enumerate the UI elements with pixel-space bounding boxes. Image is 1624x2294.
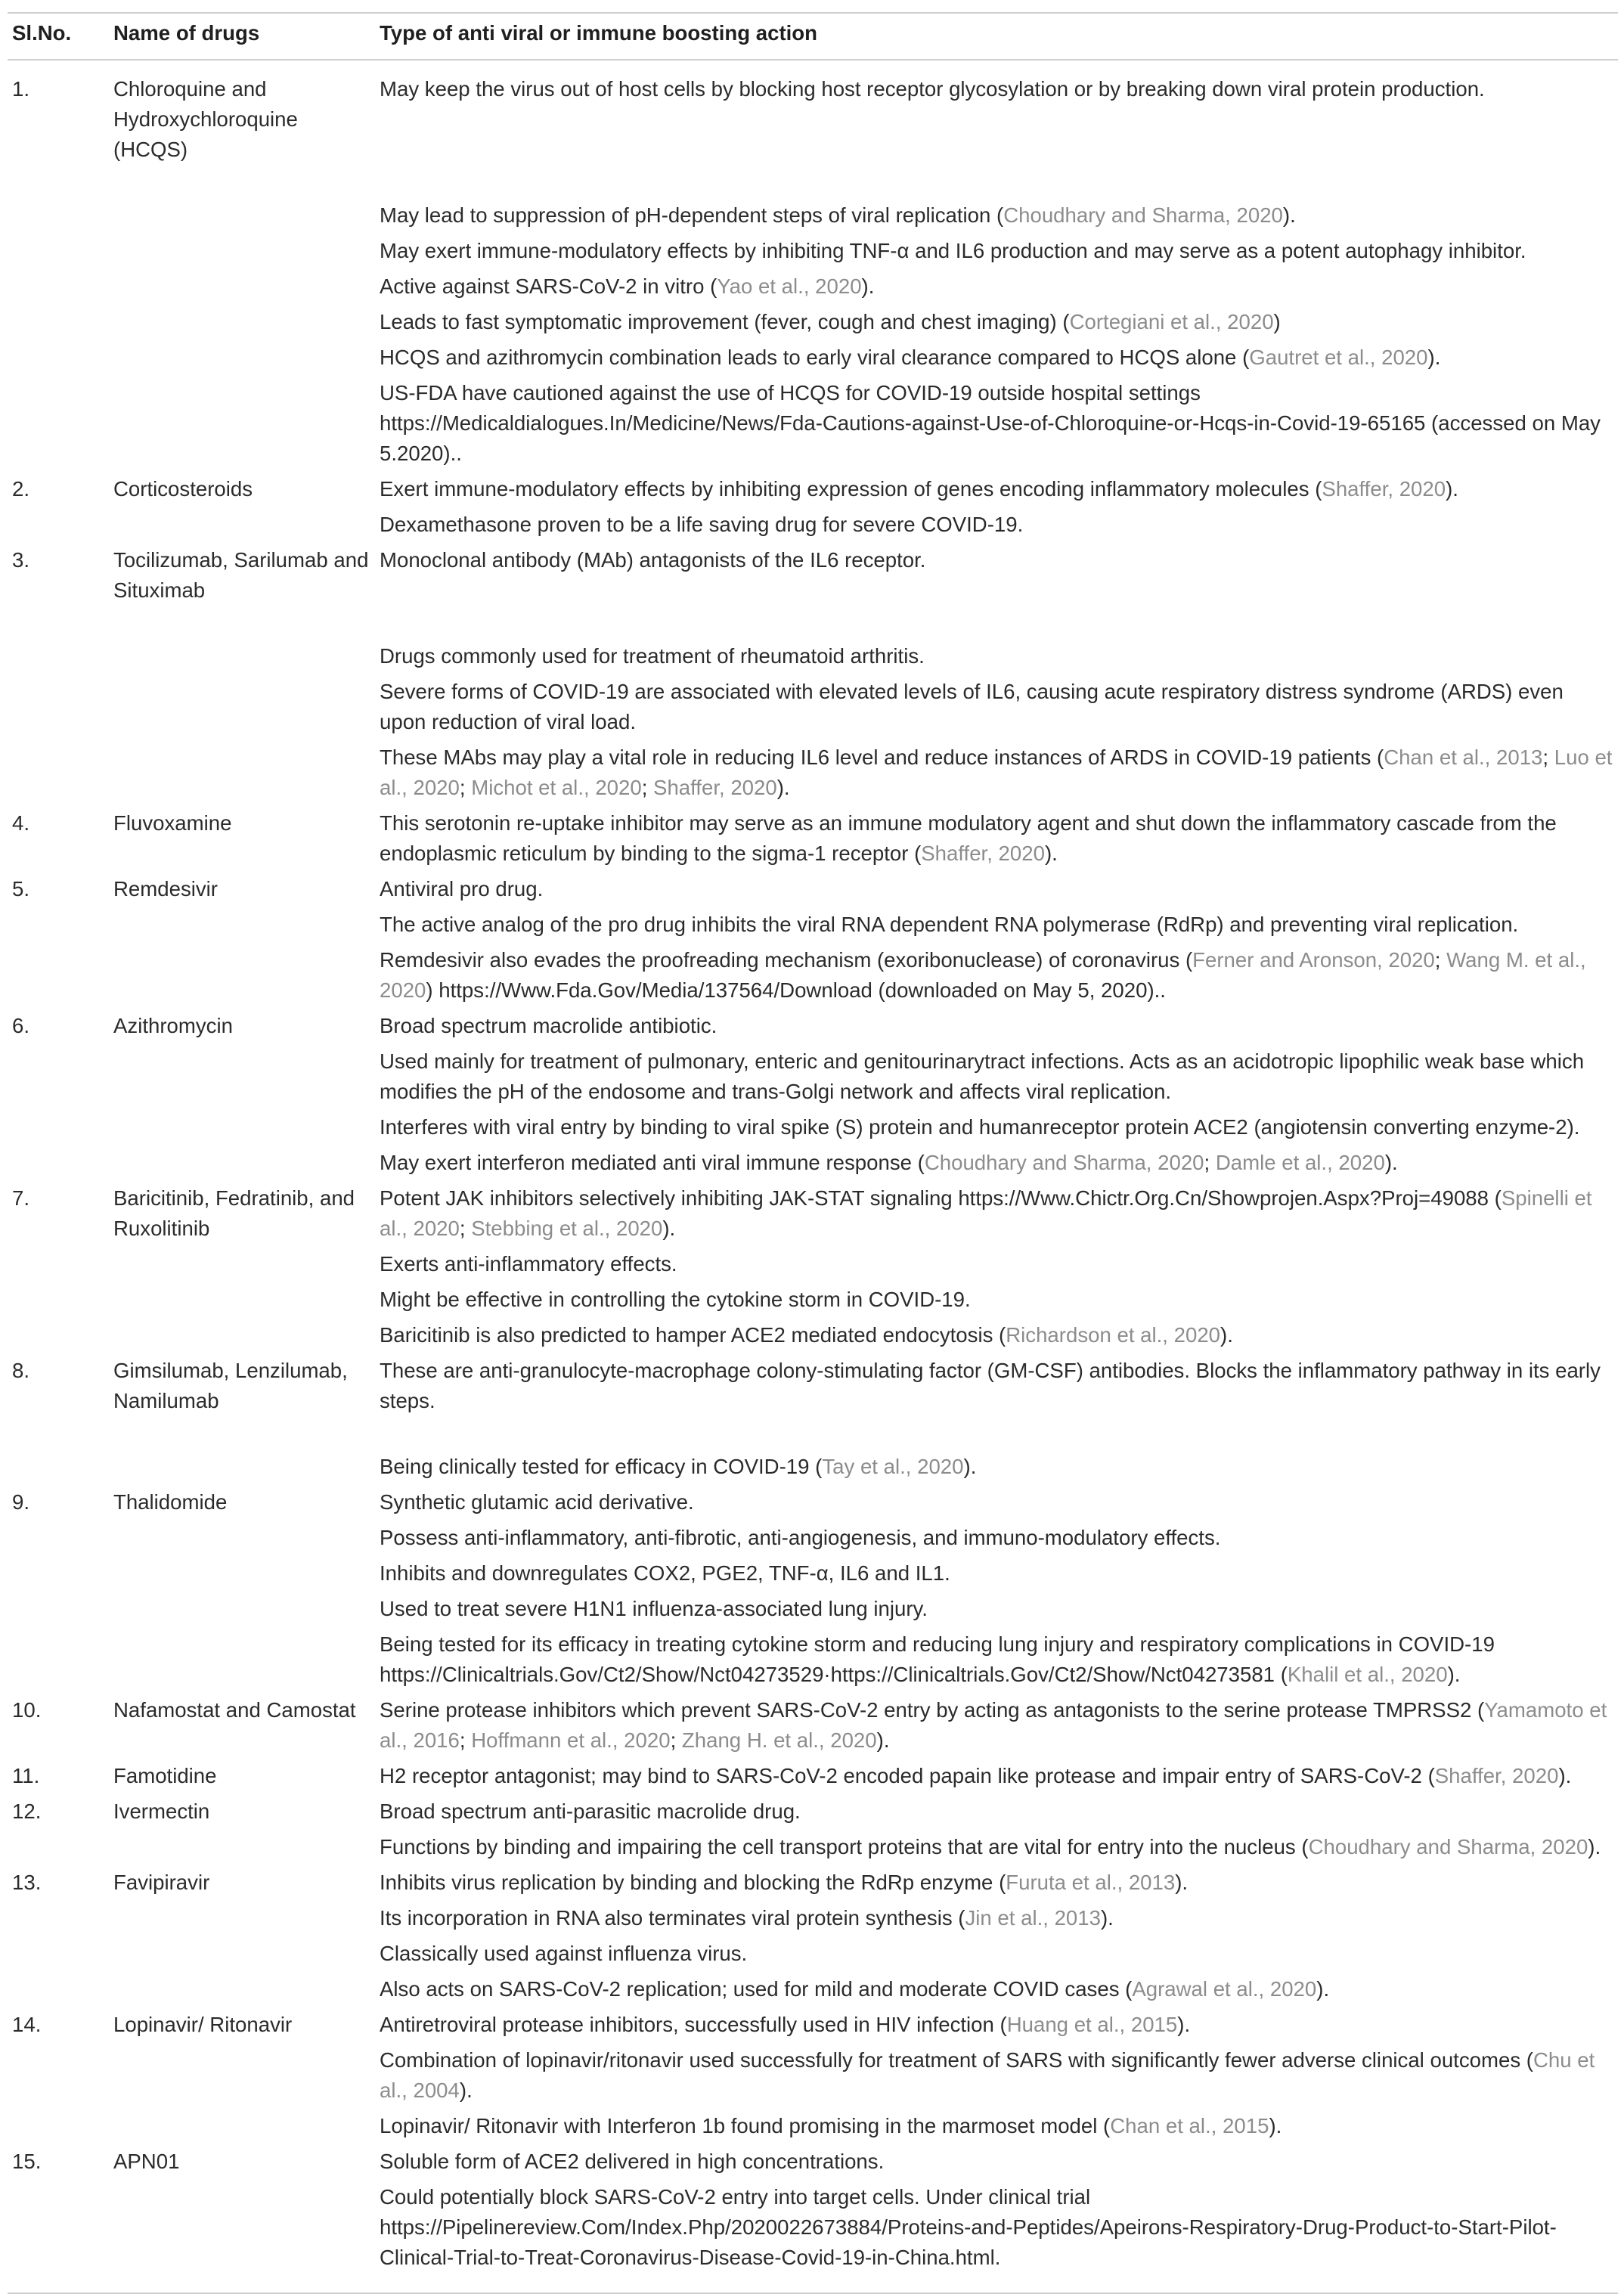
table-row bbox=[8, 304, 1618, 339]
table-row bbox=[8, 1008, 1618, 1043]
action-text: ; bbox=[1434, 948, 1447, 972]
cell-sl-no: 9. bbox=[12, 1490, 30, 1514]
cell-sl-no bbox=[8, 1900, 109, 1936]
table-row bbox=[8, 1282, 1618, 1317]
action-text: Exerts anti-inflammatory effects. bbox=[380, 1252, 677, 1276]
table-row bbox=[8, 805, 1618, 871]
action-text: Combination of lopinavir/ritonavir used successfully for treatment of SARS with significantly fewer adverse clinical outcomes ( bbox=[380, 2048, 1533, 2072]
table-row bbox=[8, 71, 1618, 167]
cell-sl-no: 12. bbox=[12, 1800, 42, 1823]
action-text: ). bbox=[1446, 477, 1458, 501]
cell-action-text bbox=[375, 1043, 1618, 1109]
action-text: May exert interferon mediated anti viral immune response ( bbox=[380, 1151, 925, 1174]
table-row bbox=[8, 1793, 1618, 1829]
cell-drug-name bbox=[109, 304, 375, 339]
action-text: Interferes with viral entry by binding to viral spike (S) protein and humanreceptor protein ACE2 (angiotensin converting enzyme-2). bbox=[380, 1115, 1580, 1139]
action-text: Serine protease inhibitors which prevent SARS-CoV-2 entry by acting as antagonists to the serine protease TMPRSS2 ( bbox=[380, 1698, 1485, 1722]
action-text: Remdesivir also evades the proofreading mechanism (exoribonuclease) of coronavirus ( bbox=[380, 948, 1193, 972]
cell-action-text bbox=[375, 542, 1618, 608]
cell-drug-name bbox=[109, 268, 375, 304]
cell-drug-name bbox=[109, 1829, 375, 1865]
table-row bbox=[8, 1936, 1618, 1971]
cell-sl-no: 4. bbox=[12, 811, 30, 835]
cell-action-text bbox=[375, 1900, 1618, 1936]
cell-action-text bbox=[375, 674, 1618, 739]
cell-drug-name: Nafamostat and Camostat bbox=[113, 1698, 356, 1722]
action-text: H2 receptor antagonist; may bind to SARS-CoV-2 encoded papain like protease and impair entry of SARS-CoV-2 ( bbox=[380, 1764, 1435, 1787]
citation-link[interactable]: Yamamoto et al., 2016 bbox=[380, 1698, 1607, 1752]
action-text: ). bbox=[1558, 1764, 1572, 1787]
cell-action-text bbox=[375, 1692, 1618, 1758]
citation-link[interactable]: Stebbing et al., 2020 bbox=[471, 1217, 663, 1240]
table-row bbox=[8, 1145, 1618, 1180]
citation-link[interactable]: Spinelli et al., 2020 bbox=[380, 1186, 1592, 1240]
action-text: May keep the virus out of host cells by blocking host receptor glycosylation or by breaking down viral protein production. bbox=[380, 77, 1485, 101]
cell-action-text bbox=[375, 1180, 1618, 1246]
cell-sl-no bbox=[8, 1317, 109, 1353]
citation-link[interactable]: Jin et al., 2013 bbox=[965, 1906, 1101, 1930]
action-text: ). bbox=[876, 1728, 890, 1752]
cell-drug-name bbox=[109, 942, 375, 1008]
action-text: ) https://Www.Fda.Gov/Media/137564/Download (downloaded on May 5, 2020).. bbox=[426, 978, 1166, 1002]
cell-sl-no bbox=[8, 1109, 109, 1145]
citation-link[interactable]: Yao et al., 2020 bbox=[717, 274, 862, 298]
header-sl-no: Sl.No. bbox=[8, 13, 109, 60]
cell-action-text bbox=[375, 268, 1618, 304]
action-text: Also acts on SARS-CoV-2 replication; used for mild and moderate COVID cases ( bbox=[380, 1977, 1133, 2001]
table-body bbox=[8, 71, 1618, 2293]
table-row bbox=[8, 608, 1618, 674]
cell-action-text bbox=[375, 1145, 1618, 1180]
table-row bbox=[8, 1626, 1618, 1692]
cell-drug-name bbox=[109, 1900, 375, 1936]
citation-link[interactable]: Tay et al., 2020 bbox=[822, 1455, 964, 1478]
cell-sl-no: 8. bbox=[12, 1359, 30, 1382]
action-text: ; bbox=[1542, 746, 1554, 769]
action-text: Antiviral pro drug. bbox=[380, 877, 544, 901]
cell-drug-name bbox=[109, 1282, 375, 1317]
action-text: Being clinically tested for efficacy in COVID-19 ( bbox=[380, 1455, 823, 1478]
cell-action-text bbox=[375, 1418, 1618, 1484]
cell-sl-no bbox=[8, 1591, 109, 1626]
cell-action-text bbox=[375, 507, 1618, 542]
citation-link[interactable]: Richardson et al., 2020 bbox=[1006, 1323, 1221, 1347]
citation-link[interactable]: Agrawal et al., 2020 bbox=[1132, 1977, 1317, 2001]
cell-sl-no: 15. bbox=[12, 2150, 42, 2173]
cell-action-text bbox=[375, 1555, 1618, 1591]
action-text: These MAbs may play a vital role in reducing IL6 level and reduce instances of ARDS in COVID-19 patients ( bbox=[380, 746, 1384, 769]
action-text: Monoclonal antibody (MAb) antagonists of the IL6 receptor. bbox=[380, 548, 926, 572]
cell-drug-name bbox=[109, 739, 375, 805]
cell-sl-no: 7. bbox=[12, 1186, 30, 1210]
action-text: ). bbox=[1269, 2114, 1282, 2137]
citation-link[interactable]: Choudhary and Sharma, 2020 bbox=[1308, 1835, 1588, 1858]
action-text: ). bbox=[776, 776, 790, 799]
citation-link[interactable]: Chu et al., 2004 bbox=[380, 2048, 1595, 2102]
table-row bbox=[8, 1043, 1618, 1109]
cell-action-text bbox=[375, 942, 1618, 1008]
citation-link[interactable]: Cortegiani et al., 2020 bbox=[1069, 310, 1274, 333]
action-text: ). bbox=[1220, 1323, 1233, 1347]
cell-sl-no bbox=[8, 942, 109, 1008]
citation-link[interactable]: Furuta et al., 2013 bbox=[1006, 1871, 1176, 1894]
cell-drug-name bbox=[109, 1520, 375, 1555]
cell-action-text bbox=[375, 1109, 1618, 1145]
table-row bbox=[8, 1180, 1618, 1246]
action-text: ). bbox=[1177, 2013, 1191, 2036]
action-text: Active against SARS-CoV-2 in vitro ( bbox=[380, 274, 717, 298]
action-text: ). bbox=[662, 1217, 676, 1240]
action-text: ). bbox=[1427, 346, 1441, 369]
action-text: Classically used against influenza virus. bbox=[380, 1942, 748, 1965]
cell-action-text bbox=[375, 805, 1618, 871]
cell-action-text bbox=[375, 1793, 1618, 1829]
table-row bbox=[8, 375, 1618, 471]
action-text: Severe forms of COVID-19 are associated with elevated levels of IL6, causing acute respiratory distress syndrome (ARDS) even upon reduction of viral load. bbox=[380, 680, 1564, 733]
action-text: ). bbox=[1282, 203, 1296, 227]
cell-drug-name: Corticosteroids bbox=[113, 477, 253, 501]
table-row bbox=[8, 1829, 1618, 1865]
table-row bbox=[8, 2108, 1618, 2144]
cell-action-text bbox=[375, 471, 1618, 507]
cell-sl-no: 1. bbox=[12, 77, 30, 101]
citation-link[interactable]: Gautret et al., 2020 bbox=[1249, 346, 1428, 369]
table-row bbox=[8, 1900, 1618, 1936]
citation-link[interactable]: Zhang H. et al., 2020 bbox=[681, 1728, 877, 1752]
cell-drug-name: Lopinavir/ Ritonavir bbox=[113, 2013, 293, 2036]
table-row bbox=[8, 907, 1618, 942]
table-row bbox=[8, 871, 1618, 907]
cell-sl-no bbox=[8, 1043, 109, 1109]
cell-action-text bbox=[375, 233, 1618, 268]
cell-sl-no bbox=[8, 1246, 109, 1282]
cell-action-text bbox=[375, 1246, 1618, 1282]
action-text: ; bbox=[641, 776, 654, 799]
cell-drug-name: Chloroquine and Hydroxychloroquine (HCQS) bbox=[113, 77, 298, 161]
action-text: US-FDA have cautioned against the use of HCQS for COVID-19 outside hospital settings https://Medicaldialogues.In/Medicine/News/Fda-Cautions-against-Use-of-Chloroquine-or-Hcqs-in-Covid-19-65165 (accessed on May 5.2020).. bbox=[380, 381, 1601, 465]
cell-action-text bbox=[375, 1971, 1618, 2007]
table-row bbox=[8, 542, 1618, 608]
citation-link[interactable]: Shaffer, 2020 bbox=[1322, 477, 1446, 501]
table-row bbox=[8, 1109, 1618, 1145]
citation-link[interactable]: Luo et al., 2020 bbox=[380, 746, 1613, 799]
action-text: ; bbox=[670, 1728, 682, 1752]
table-header bbox=[8, 13, 1618, 71]
cell-drug-name bbox=[109, 1971, 375, 2007]
table-row bbox=[8, 2144, 1618, 2179]
drug-action-table bbox=[8, 12, 1618, 2294]
cell-drug-name: Favipiravir bbox=[113, 1871, 210, 1894]
cell-sl-no bbox=[8, 375, 109, 471]
cell-sl-no: 14. bbox=[12, 2013, 42, 2036]
cell-sl-no bbox=[8, 339, 109, 375]
action-text: May exert immune-modulatory effects by inhibiting TNF-α and IL6 production and may serve as a potent autophagy inhibitor. bbox=[380, 239, 1526, 262]
cell-drug-name bbox=[109, 1246, 375, 1282]
cell-drug-name bbox=[109, 907, 375, 942]
cell-action-text bbox=[375, 608, 1618, 674]
citation-link[interactable]: Chan et al., 2015 bbox=[1110, 2114, 1269, 2137]
cell-action-text bbox=[375, 1626, 1618, 1692]
cell-sl-no bbox=[8, 1936, 109, 1971]
cell-drug-name bbox=[109, 1317, 375, 1353]
citation-link[interactable]: Michot et al., 2020 bbox=[471, 776, 642, 799]
action-text: Synthetic glutamic acid derivative. bbox=[380, 1490, 694, 1514]
cell-drug-name bbox=[109, 233, 375, 268]
table-row bbox=[8, 1865, 1618, 1900]
cell-drug-name: Gimsilumab, Lenzilumab, Namilumab bbox=[113, 1359, 348, 1412]
cell-action-text bbox=[375, 1353, 1618, 1418]
action-text: Possess anti-inflammatory, anti-fibrotic, anti-angiogenesis, and immuno-modulatory effects. bbox=[380, 1526, 1221, 1549]
cell-action-text bbox=[375, 2042, 1618, 2108]
cell-sl-no bbox=[8, 1520, 109, 1555]
action-text: This serotonin re-uptake inhibitor may serve as an immune modulatory agent and shut down the inflammatory cascade from the endoplasmic reticulum by binding to the sigma-1 receptor ( bbox=[380, 811, 1557, 865]
cell-drug-name bbox=[109, 1109, 375, 1145]
action-text: ). bbox=[1175, 1871, 1189, 1894]
table-row bbox=[8, 167, 1618, 233]
cell-drug-name bbox=[109, 1936, 375, 1971]
citation-link[interactable]: Choudhary and Sharma, 2020 bbox=[1003, 203, 1283, 227]
cell-action-text bbox=[375, 1484, 1618, 1520]
cell-sl-no bbox=[8, 1145, 109, 1180]
action-text: Lopinavir/ Ritonavir with Interferon 1b found promising in the marmoset model ( bbox=[380, 2114, 1111, 2137]
cell-sl-no: 11. bbox=[12, 1764, 40, 1787]
action-text: Its incorporation in RNA also terminates viral protein synthesis ( bbox=[380, 1906, 965, 1930]
header-drug-name: Name of drugs bbox=[109, 13, 375, 60]
action-text: ; bbox=[459, 776, 472, 799]
action-text: HCQS and azithromycin combination leads to early viral clearance compared to HCQS alone ( bbox=[380, 346, 1250, 369]
citation-link[interactable]: Hoffmann et al., 2020 bbox=[471, 1728, 671, 1752]
cell-action-text bbox=[375, 375, 1618, 471]
cell-sl-no bbox=[8, 167, 109, 233]
cell-sl-no bbox=[8, 1282, 109, 1317]
cell-drug-name: Tocilizumab, Sarilumab and Situximab bbox=[113, 548, 369, 602]
action-text: Functions by binding and impairing the cell transport proteins that are vital for entry into the nucleus ( bbox=[380, 1835, 1309, 1858]
action-text: ). bbox=[1588, 1835, 1601, 1858]
action-text: Antiretroviral protease inhibitors, successfully used in HIV infection ( bbox=[380, 2013, 1007, 2036]
cell-action-text bbox=[375, 1936, 1618, 1971]
cell-action-text bbox=[375, 1520, 1618, 1555]
table-row bbox=[8, 1418, 1618, 1484]
action-text: ). bbox=[459, 2079, 473, 2102]
cell-sl-no bbox=[8, 1626, 109, 1692]
cell-action-text bbox=[375, 2108, 1618, 2144]
cell-sl-no bbox=[8, 608, 109, 674]
action-text: Might be effective in controlling the cytokine storm in COVID-19. bbox=[380, 1288, 971, 1311]
citation-link[interactable]: Chan et al., 2013 bbox=[1384, 746, 1543, 769]
citation-link[interactable]: Shaffer, 2020 bbox=[653, 776, 777, 799]
cell-sl-no: 10. bbox=[12, 1698, 42, 1722]
cell-drug-name bbox=[109, 1418, 375, 1484]
action-text: Broad spectrum anti-parasitic macrolide drug. bbox=[380, 1800, 801, 1823]
cell-sl-no bbox=[8, 1555, 109, 1591]
table-row bbox=[8, 1520, 1618, 1555]
table-row bbox=[8, 1484, 1618, 1520]
action-text: ) bbox=[1273, 310, 1281, 333]
citation-link[interactable]: Shaffer, 2020 bbox=[921, 842, 1045, 865]
cell-sl-no: 5. bbox=[12, 877, 30, 901]
cell-drug-name bbox=[109, 1591, 375, 1626]
cell-sl-no bbox=[8, 739, 109, 805]
action-text: Exert immune-modulatory effects by inhibiting expression of genes encoding inflammatory molecules ( bbox=[380, 477, 1322, 501]
citation-link[interactable]: Ferner and Aronson, 2020 bbox=[1192, 948, 1435, 972]
cell-action-text bbox=[375, 2144, 1618, 2179]
action-text: ). bbox=[861, 274, 875, 298]
cell-action-text bbox=[375, 871, 1618, 907]
cell-sl-no bbox=[8, 2042, 109, 2108]
cell-drug-name bbox=[109, 1145, 375, 1180]
action-text: ). bbox=[1316, 1977, 1330, 2001]
table-row bbox=[8, 233, 1618, 268]
cell-drug-name bbox=[109, 507, 375, 542]
cell-sl-no: 13. bbox=[12, 1871, 42, 1894]
cell-drug-name bbox=[109, 339, 375, 375]
action-text: Potent JAK inhibitors selectively inhibiting JAK-STAT signaling https://Www.Chictr.Org.Cn/Showprojen.Aspx?Proj=49088 ( bbox=[380, 1186, 1502, 1210]
cell-sl-no: 6. bbox=[12, 1014, 30, 1037]
action-text: Used mainly for treatment of pulmonary, enteric and genitourinarytract infections. Acts as an acidotropic lipophilic weak base which modifies the pH of the endosome and trans-Golgi network and affects viral replication. bbox=[380, 1049, 1585, 1103]
citation-link[interactable]: Wang M. et al., 2020 bbox=[380, 948, 1586, 1002]
action-text: Soluble form of ACE2 delivered in high concentrations. bbox=[380, 2150, 885, 2173]
cell-sl-no bbox=[8, 1971, 109, 2007]
cell-sl-no bbox=[8, 1829, 109, 1865]
action-text: Inhibits virus replication by binding and blocking the RdRp enzyme ( bbox=[380, 1871, 1006, 1894]
cell-drug-name: Baricitinib, Fedratinib, and Ruxolitinib bbox=[113, 1186, 355, 1240]
action-text: These are anti-granulocyte-macrophage colony-stimulating factor (GM-CSF) antibodies. Blocks the inflammatory pathway in its early steps. bbox=[380, 1359, 1601, 1412]
table-row bbox=[8, 471, 1618, 507]
cell-sl-no bbox=[8, 268, 109, 304]
table-row bbox=[8, 507, 1618, 542]
cell-drug-name bbox=[109, 1043, 375, 1109]
cell-drug-name bbox=[109, 375, 375, 471]
cell-action-text bbox=[375, 1829, 1618, 1865]
action-text: Broad spectrum macrolide antibiotic. bbox=[380, 1014, 717, 1037]
table-row bbox=[8, 1971, 1618, 2007]
table-row bbox=[8, 268, 1618, 304]
action-text: ). bbox=[1044, 842, 1058, 865]
action-text: ). bbox=[1447, 1663, 1461, 1686]
cell-action-text bbox=[375, 907, 1618, 942]
cell-sl-no bbox=[8, 507, 109, 542]
cell-drug-name: Famotidine bbox=[113, 1764, 217, 1787]
table-row bbox=[8, 1758, 1618, 1793]
table-row bbox=[8, 942, 1618, 1008]
cell-sl-no: 2. bbox=[12, 477, 30, 501]
cell-drug-name bbox=[109, 2042, 375, 2108]
cell-sl-no bbox=[8, 233, 109, 268]
cell-action-text bbox=[375, 1591, 1618, 1626]
table-row bbox=[8, 339, 1618, 375]
cell-action-text bbox=[375, 71, 1618, 167]
table-row bbox=[8, 1353, 1618, 1418]
action-text: Being tested for its efficacy in treating cytokine storm and reducing lung injury and respiratory complications in COVID-19 https://Clinicaltrials.Gov/Ct2/Show/Nct04273529·https://Clinicaltrials.Gov/Ct2/Show/Nct04273581 ( bbox=[380, 1632, 1495, 1686]
cell-drug-name bbox=[109, 1555, 375, 1591]
action-text: May lead to suppression of pH-dependent steps of viral replication ( bbox=[380, 203, 1004, 227]
cell-action-text bbox=[375, 739, 1618, 805]
action-text: Used to treat severe H1N1 influenza-associated lung injury. bbox=[380, 1597, 928, 1620]
cell-drug-name: Ivermectin bbox=[113, 1800, 210, 1823]
header-action-type: Type of anti viral or immune boosting action bbox=[375, 13, 1618, 60]
action-text: ; bbox=[459, 1728, 472, 1752]
cell-drug-name: Remdesivir bbox=[113, 877, 218, 901]
citation-link[interactable]: Shaffer, 2020 bbox=[1434, 1764, 1559, 1787]
cell-action-text bbox=[375, 2007, 1618, 2042]
citation-link[interactable]: Choudhary and Sharma, 2020 bbox=[924, 1151, 1204, 1174]
action-text: Leads to fast symptomatic improvement (fever, cough and chest imaging) ( bbox=[380, 310, 1070, 333]
table-row bbox=[8, 2042, 1618, 2108]
table-row bbox=[8, 1591, 1618, 1626]
table-row bbox=[8, 1555, 1618, 1591]
table-row bbox=[8, 2007, 1618, 2042]
cell-drug-name: Azithromycin bbox=[113, 1014, 233, 1037]
table-row bbox=[8, 739, 1618, 805]
cell-action-text bbox=[375, 1317, 1618, 1353]
cell-drug-name: Fluvoxamine bbox=[113, 811, 232, 835]
cell-drug-name bbox=[109, 608, 375, 674]
action-text: Inhibits and downregulates COX2, PGE2, TNF-α, IL6 and IL1. bbox=[380, 1561, 950, 1585]
action-text: Drugs commonly used for treatment of rheumatoid arthritis. bbox=[380, 644, 925, 668]
table-row bbox=[8, 1246, 1618, 1282]
action-text: The active analog of the pro drug inhibits the viral RNA dependent RNA polymerase (RdRp) and preventing viral replication. bbox=[380, 913, 1519, 936]
cell-action-text bbox=[375, 304, 1618, 339]
table-row bbox=[8, 1692, 1618, 1758]
cell-action-text bbox=[375, 1282, 1618, 1317]
cell-drug-name: Thalidomide bbox=[113, 1490, 228, 1514]
cell-sl-no bbox=[8, 907, 109, 942]
action-text: ). bbox=[1384, 1151, 1398, 1174]
citation-link[interactable]: Damle et al., 2020 bbox=[1215, 1151, 1385, 1174]
citation-link[interactable]: Khalil et al., 2020 bbox=[1287, 1663, 1448, 1686]
cell-sl-no bbox=[8, 304, 109, 339]
cell-sl-no bbox=[8, 674, 109, 739]
action-text: ; bbox=[459, 1217, 472, 1240]
cell-drug-name bbox=[109, 167, 375, 233]
cell-drug-name bbox=[109, 1626, 375, 1692]
cell-sl-no: 3. bbox=[12, 548, 30, 572]
cell-action-text bbox=[375, 167, 1618, 233]
action-text: Dexamethasone proven to be a life saving drug for severe COVID-19. bbox=[380, 513, 1024, 536]
action-text: ). bbox=[963, 1455, 977, 1478]
table-row bbox=[8, 674, 1618, 739]
action-text: Baricitinib is also predicted to hamper ACE2 mediated endocytosis ( bbox=[380, 1323, 1006, 1347]
cell-drug-name bbox=[109, 2108, 375, 2144]
cell-sl-no bbox=[8, 2108, 109, 2144]
citation-link[interactable]: Huang et al., 2015 bbox=[1006, 2013, 1178, 2036]
action-text: ). bbox=[1100, 1906, 1114, 1930]
cell-action-text bbox=[375, 1865, 1618, 1900]
cell-drug-name: APN01 bbox=[113, 2150, 180, 2173]
cell-action-text bbox=[375, 1008, 1618, 1043]
cell-sl-no bbox=[8, 1418, 109, 1484]
cell-drug-name bbox=[109, 674, 375, 739]
cell-action-text bbox=[375, 339, 1618, 375]
action-text: Could potentially block SARS-CoV-2 entry into target cells. Under clinical trial https://Pipelinereview.Com/Index.Php/2020022673884/Proteins-and-Peptides/Apeirons-Respiratory-Drug-Product-to-Start-Pilot-Clinical-Trial-to-Treat-Coronavirus-Disease-Covid-19-in-China.html. bbox=[380, 2185, 1557, 2269]
cell-action-text bbox=[375, 1758, 1618, 1793]
table-row bbox=[8, 1317, 1618, 1353]
action-text: ; bbox=[1204, 1151, 1216, 1174]
